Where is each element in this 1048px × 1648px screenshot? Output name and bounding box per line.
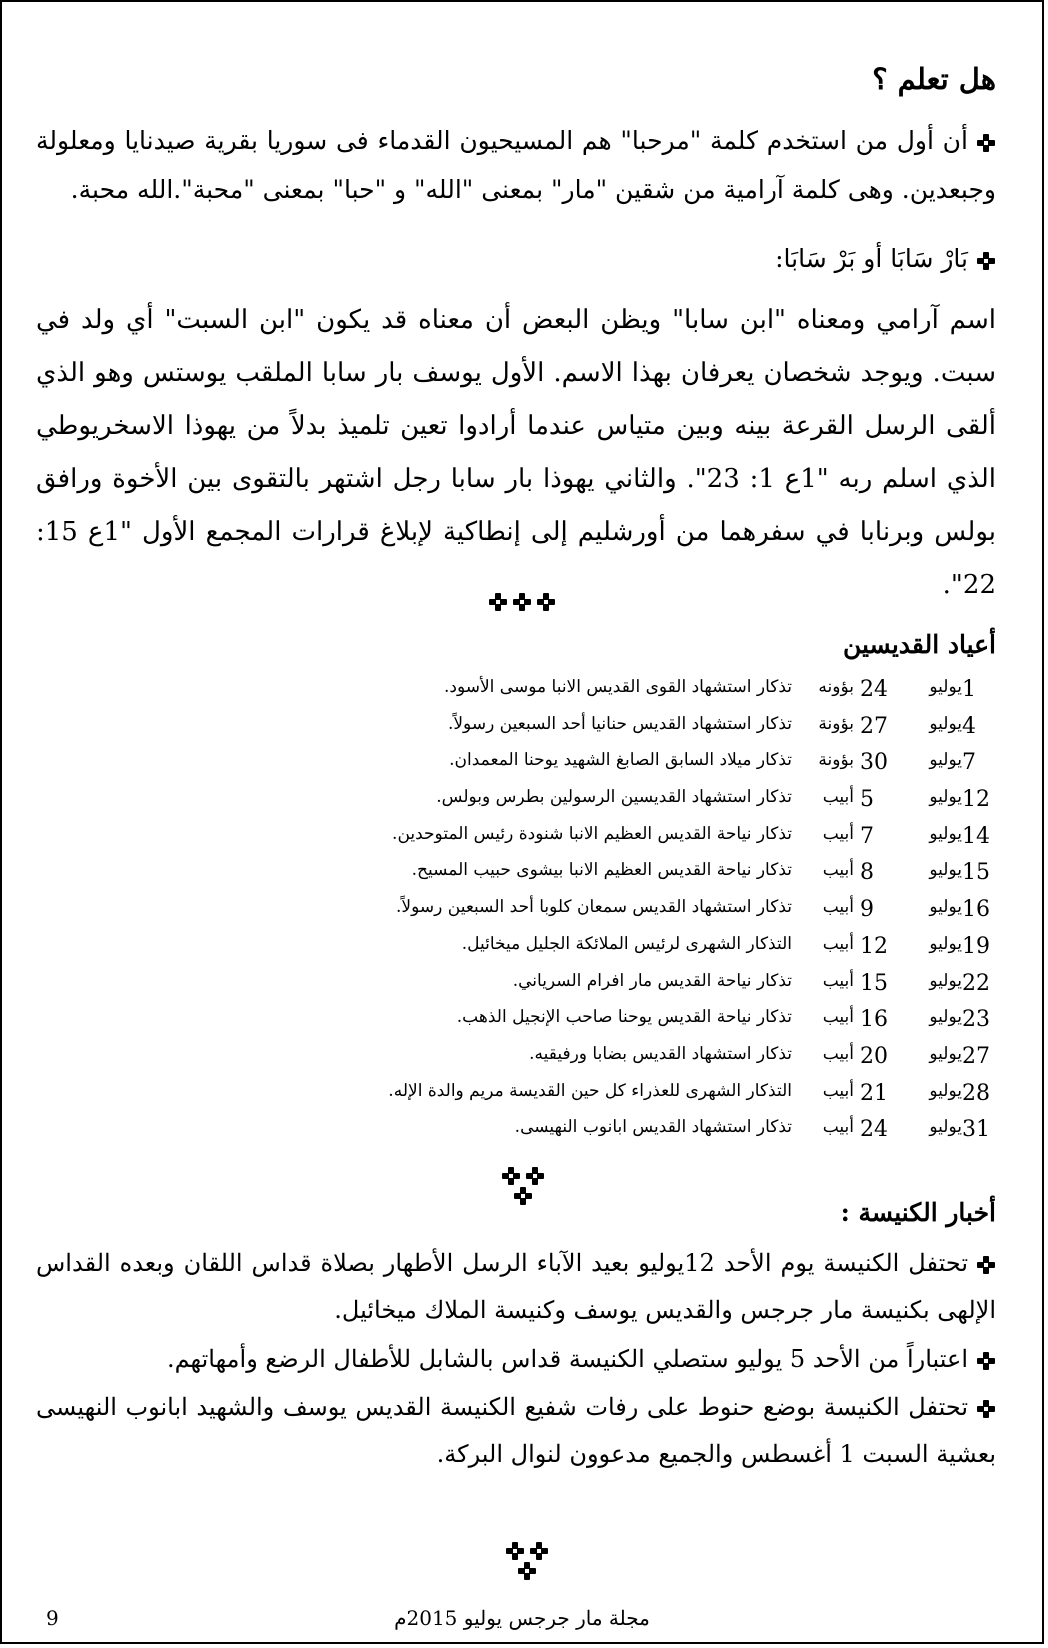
feast-month: يوليو	[929, 713, 962, 734]
feast-day: 14	[962, 823, 990, 849]
feast-coptic-month: أبيب	[822, 1117, 854, 1138]
feast-month: يوليو	[929, 823, 962, 844]
cross-icon	[976, 251, 996, 271]
feast-desc: تذكار ميلاد السابق الصابغ الشهيد يوحنا المعمدان.	[449, 750, 792, 771]
feast-desc: تذكار استشهاد القديس سمعان كلوبا أحد السبعين رسولاً.	[396, 897, 792, 918]
cross-icon	[529, 1541, 549, 1561]
feast-row	[411, 860, 1004, 897]
feast-coptic-day: 5	[860, 787, 874, 813]
feast-day: 7	[962, 750, 976, 776]
cross-separator-icon	[492, 1540, 562, 1581]
feast-desc: التذكار الشهرى لرئيس الملائكة الجليل ميخائيل.	[461, 933, 792, 954]
feast-desc: التذكار الشهرى للعذراء كل حين القديسة مريم والدة الإله.	[388, 1080, 792, 1101]
feast-coptic-day: 12	[860, 933, 888, 959]
news-title: أخبار الكنيسة :	[840, 1198, 996, 1227]
feast-row	[447, 713, 1004, 751]
feast-coptic-day: 21	[860, 1080, 888, 1106]
cross-icon	[512, 592, 532, 612]
feast-month: يوليو	[929, 933, 962, 954]
feast-day: 4	[962, 713, 976, 739]
feast-row	[396, 897, 1004, 934]
cross-icon	[976, 133, 996, 153]
feast-row	[464, 971, 1004, 1008]
feast-row	[436, 787, 1004, 824]
news-item: اعتباراً من الأحد 5 يوليو ستصلي الكنيسة قداس بالشابل للأطفال الرضع وأمهاتهم.	[36, 1336, 996, 1383]
feast-month: يوليو	[929, 1043, 962, 1064]
feast-day: 28	[962, 1080, 990, 1106]
did-you-know-title: هل تعلم ؟	[872, 62, 996, 96]
feast-row	[461, 933, 1004, 971]
feast-coptic-month: أبيب	[822, 970, 854, 991]
cross-icon	[525, 1166, 545, 1186]
feast-month: يوليو	[929, 787, 962, 808]
feast-coptic-month: أبيب	[822, 787, 854, 808]
feast-month: يوليو	[929, 750, 962, 771]
feast-desc: تذكار نياحة القديس يوحنا صاحب الإنجيل الذهب.	[456, 1007, 792, 1028]
feast-month: يوليو	[929, 860, 962, 881]
feast-desc: تذكار استشهاد القديس بضابا ورفيقيه.	[529, 1043, 792, 1064]
cross-icon	[976, 1399, 996, 1419]
feast-day: 16	[962, 897, 990, 923]
feast-coptic-day: 24	[860, 677, 888, 702]
feast-month: يوليو	[929, 1117, 962, 1138]
feast-day: 27	[962, 1043, 990, 1069]
feast-row	[388, 1080, 1004, 1118]
feast-row	[464, 1044, 1004, 1081]
news-item: تحتفل الكنيسة بوضع حنوط على رفات شفيع الكنيسة القديس يوسف والشهيد ابانوب النهيسى بعشية السبت 1 أغسطس والجميع مدعوون لنوال البركة.	[36, 1393, 996, 1468]
cross-icon	[976, 1255, 996, 1275]
feast-month: يوليو	[929, 897, 962, 918]
feast-coptic-day: 20	[860, 1043, 888, 1069]
paragraph-marhaba: أن أول من استخدم كلمة "مرحبا" هم المسيحيون القدماء فى سوريا بقرية صيدنايا ومعلولة وجبعدين. وهى كلمة آرامية من شقين "مار" بمعنى "الله" و "حبا" بمعنى "محبة".الله محبة.	[36, 126, 996, 204]
news-item: تحتفل الكنيسة يوم الأحد 12يوليو بعيد الآباء الرسل الأطهار بصلاة قداس اللقان وبعده القداس الإلهى بكنيسة مار جرجس والقديس يوسف وكنيسة الملاك ميخائيل.	[36, 1249, 996, 1324]
feast-coptic-day: 8	[860, 860, 874, 886]
feast-coptic-month: أبيب	[822, 860, 854, 881]
feast-desc: تذكار استشهاد القديسين الرسولين بطرس وبولس.	[436, 787, 792, 808]
feasts-list	[388, 677, 1004, 1154]
feast-day: 15	[962, 860, 990, 886]
cross-icon	[488, 592, 508, 612]
feast-coptic-month: أبيب	[822, 1080, 854, 1101]
feast-month: يوليو	[929, 970, 962, 991]
feast-desc: تذكار نياحة القديس العظيم الانبا شنودة رئيس المتوحدين.	[392, 823, 792, 844]
feast-desc: تذكار نياحة القديس العظيم الانبا بيشوى حبيب المسيح.	[411, 860, 792, 881]
feast-coptic-month: أبيب	[822, 933, 854, 954]
feast-coptic-day: 24	[860, 1117, 888, 1143]
feast-row	[464, 1117, 1004, 1154]
feast-coptic-month: بؤونة	[818, 713, 854, 734]
feast-coptic-month: أبيب	[822, 897, 854, 918]
feast-day: 12	[962, 787, 990, 813]
feast-coptic-day: 27	[860, 713, 888, 739]
paragraph-barsaba: اسم آرامي ومعناه "ابن سابا" ويظن البعض أن معناه قد يكون "ابن السبت" أي ولد في سبت. ويوجد شخصان يعرفان بهذا الاسم. الأول يوسف بار سابا الملقب يوستس وهو الذي ألقى الرسل القرعة بينه وبين متياس عندما أرادوا تعين تلميذ بدلاً من يهوذا الاسخريوطي الذي اسلم ربه "1ع 1: 23". والثاني يهوذا بار سابا رجل اشتهر بالتقوى بين الأخوة ورافق بولس وبرنابا في سفرهما من أورشليم إلى إنطاكية لإبلاغ قرارات المجمع الأول "1ع 15: 22".	[36, 305, 996, 600]
cross-icon	[536, 592, 556, 612]
cross-icon	[501, 1166, 521, 1186]
barsaba-heading: بَارْ سَابَا أو بَرْ سَابَا:	[36, 234, 996, 283]
feast-desc: تذكار نياحة القديس مار افرام السرياني.	[512, 970, 792, 991]
feast-month: يوليو	[929, 677, 962, 697]
feast-day: 23	[962, 1007, 990, 1033]
feast-coptic-month: أبيب	[822, 1007, 854, 1028]
feast-coptic-month: بؤونه	[818, 677, 854, 697]
feast-row	[456, 1007, 1004, 1044]
feast-month: يوليو	[929, 1007, 962, 1028]
feast-day: 1	[962, 677, 976, 702]
feast-day: 31	[962, 1117, 990, 1143]
feast-row	[392, 823, 1004, 861]
feasts-title: أعياد القديسين	[842, 630, 996, 659]
feast-row	[449, 750, 1004, 787]
feast-coptic-day: 16	[860, 1007, 888, 1033]
feast-day: 19	[962, 933, 990, 959]
cross-icon	[505, 1541, 525, 1561]
feast-desc: تذكار استشهاد القديس حنانيا أحد السبعين رسولاً.	[447, 713, 792, 734]
feast-coptic-day: 7	[860, 823, 874, 849]
cross-separator-icon	[482, 591, 562, 612]
page-number: 9	[46, 1606, 59, 1630]
feast-coptic-day: 15	[860, 970, 888, 996]
cross-icon	[976, 1351, 996, 1371]
magazine-title: مجلة مار جرجس يوليو 2015م	[394, 1606, 650, 1630]
feast-desc: تذكار استشهاد القوى القديس الانبا موسى الأسود.	[443, 677, 792, 697]
feast-coptic-day: 9	[860, 897, 874, 923]
feast-coptic-month: أبيب	[822, 823, 854, 844]
cross-icon	[517, 1561, 537, 1581]
feast-day: 22	[962, 970, 990, 996]
feast-desc: تذكار استشهاد القديس ابانوب النهيسى.	[514, 1117, 792, 1138]
feast-month: يوليو	[929, 1080, 962, 1101]
feast-coptic-month: أبيب	[822, 1043, 854, 1064]
feast-coptic-month: بؤونة	[818, 750, 854, 771]
feast-row	[443, 677, 1004, 714]
feast-coptic-day: 30	[860, 750, 888, 776]
